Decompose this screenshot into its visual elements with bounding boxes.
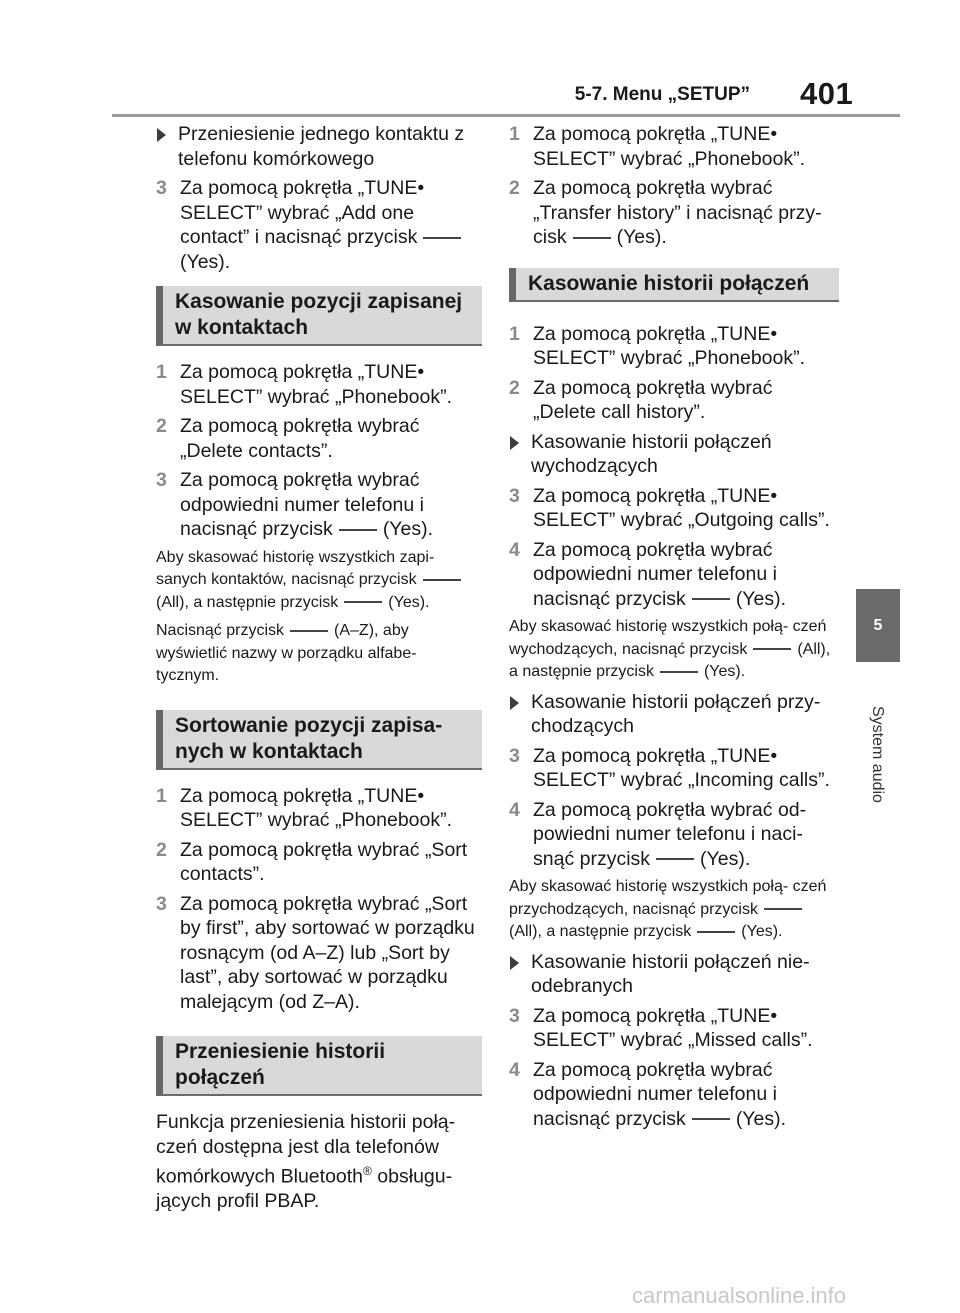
note: Nacisnąć przycisk (A–Z), aby wyświetlić nazwy w porządku alfabe- tycznym. — [156, 622, 417, 684]
button-icon — [344, 601, 382, 603]
paragraph: Funkcja przeniesienia historii połą- czeń dostępna jest dla telefonów komórkowych Bluetooth® obsługu- jących profil PBAP. — [156, 1111, 456, 1212]
step: 2 Za pomocą pokrętła wybrać „Delete contacts”. — [156, 415, 420, 462]
step: 1 Za pomocą pokrętła „TUNE• SELECT” wybrać „Phonebook”. — [509, 123, 806, 170]
triangle-bullet-icon — [510, 436, 519, 450]
button-icon — [660, 671, 698, 673]
left-column — [156, 122, 482, 1219]
chapter-label: System audio — [869, 706, 886, 803]
button-icon — [764, 908, 802, 910]
triangle-bullet-icon — [510, 956, 519, 970]
button-icon — [423, 237, 461, 239]
step: 1 Za pomocą pokrętła „TUNE• SELECT” wybrać „Phonebook”. — [156, 361, 453, 408]
button-icon — [692, 1118, 730, 1120]
section-title: 5-7. Menu „SETUP” — [574, 84, 750, 105]
step: 2 Za pomocą pokrętła wybrać „Delete call history”. — [509, 376, 773, 423]
step: 3 Za pomocą pokrętła „TUNE• SELECT” wybrać „Incoming calls”. — [509, 744, 830, 791]
subheading-missed: Kasowanie historii połączeń nie- odebranych — [509, 950, 839, 999]
step: 3 Za pomocą pokrętła „TUNE• SELECT” wybrać „Missed calls”. — [509, 1004, 813, 1051]
button-icon — [697, 931, 735, 933]
note: Aby skasować historię wszystkich zapi- sanych kontaktów, nacisnąć przycisk(All), a następnie przycisk (Yes). — [156, 547, 482, 615]
triangle-bullet-icon — [510, 696, 519, 710]
step: 1 Za pomocą pokrętła „TUNE• SELECT” wybrać „Phonebook”. — [509, 322, 806, 369]
button-icon — [656, 858, 694, 860]
step: 2 Za pomocą pokrętła wybrać „Sort contacts”. — [156, 838, 468, 885]
step: 4 Za pomocą pokrętła wybrać od- powiedni numer telefonu i naci- snąć przycisk (Yes). — [509, 798, 807, 870]
step: 4 Za pomocą pokrętła wybrać odpowiedni numer telefonu i nacisnąć przycisk (Yes). — [509, 1058, 787, 1130]
note: Aby skasować historię wszystkich połą- czeń przychodzących, nacisnąć przycisk(All), a następnie przycisk (Yes). — [509, 878, 827, 940]
right-column — [509, 122, 839, 1136]
subheading-incoming: Kasowanie historii połączeń przy- chodzących — [509, 690, 839, 739]
subheading-outgoing: Kasowanie historii połączeń wychodzących — [509, 430, 839, 479]
step: 3 Za pomocą pokrętła wybrać odpowiedni numer telefonu i nacisnąć przycisk (Yes). — [156, 469, 434, 540]
header-rule — [112, 114, 900, 117]
page-number: 401 — [800, 76, 854, 111]
button-icon — [339, 529, 377, 531]
button-icon — [573, 237, 611, 239]
section-heading-transfer-history: Przeniesienie historii połączeń — [156, 1036, 482, 1096]
triangle-bullet-icon — [157, 128, 166, 142]
section-heading-delete-contact: Kasowanie pozycji zapisanej w kontaktach — [156, 286, 482, 346]
watermark: carmanualsonline.info — [632, 1283, 847, 1308]
step: 3 Za pomocą pokrętła „TUNE• SELECT” wybrać „Outgoing calls”. — [509, 484, 830, 531]
section-heading-sort-contacts: Sortowanie pozycji zapisa- nych w kontaktach — [156, 710, 482, 770]
button-icon — [753, 648, 791, 650]
button-icon — [423, 579, 461, 581]
note: Aby skasować historię wszystkich połą- czeń wychodzących, nacisnąć przycisk (All), a następnie przycisk (Yes). — [509, 618, 831, 680]
step: 3 Za pomocą pokrętła „TUNE• SELECT” wybrać „Add one contact” i nacisnąć przycisk(Yes). — [156, 176, 482, 274]
section-heading-delete-call-history: Kasowanie historii połączeń — [509, 268, 839, 302]
step: 3 Za pomocą pokrętła wybrać „Sort by first”, aby sortować w porządku rosnącym (od A–Z) lub „Sort by last”, aby sortować w porządku malejącym (od Z–A). — [156, 892, 475, 1013]
step: 1 Za pomocą pokrętła „TUNE• SELECT” wybrać „Phonebook”. — [156, 784, 453, 831]
button-icon — [290, 630, 328, 632]
step: 4 Za pomocą pokrętła wybrać odpowiedni numer telefonu i nacisnąć przycisk (Yes). — [509, 538, 787, 610]
step: 2 Za pomocą pokrętła wybrać „Transfer history” i nacisnąć przy- cisk (Yes). — [509, 177, 822, 248]
subheading-transfer-one: Przeniesienie jednego kontaktu z telefonu komórkowego — [156, 122, 482, 171]
chapter-tab[interactable]: 5 — [856, 589, 900, 662]
button-icon — [692, 598, 730, 600]
